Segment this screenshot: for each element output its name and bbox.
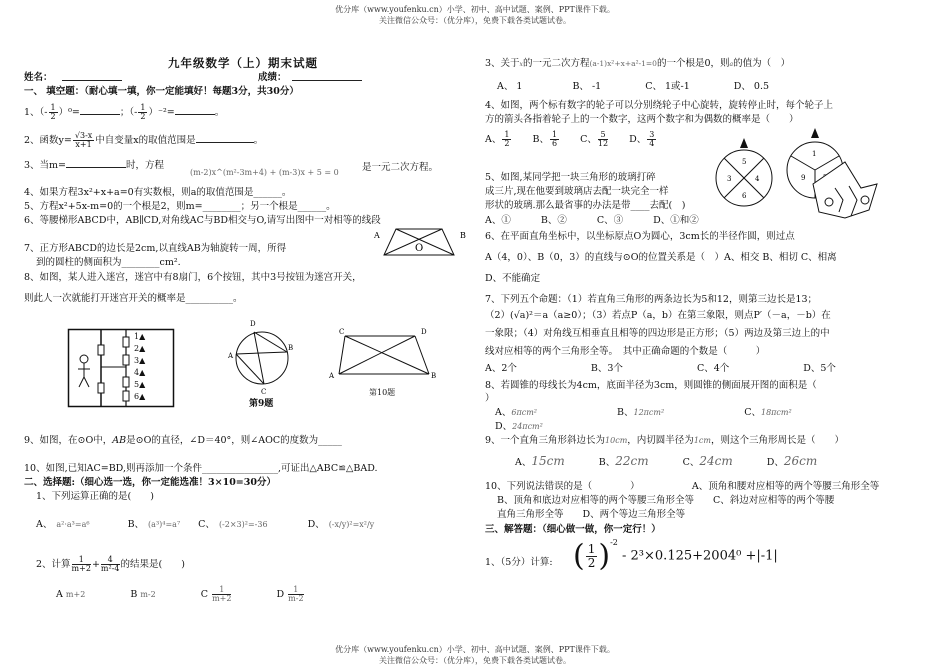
page-header	[0, 4, 950, 26]
choice-q9: 9、一个直角三角形斜边长为10cm，内切圆半径为1cm，则这个三角形周长是（ ）	[485, 435, 844, 446]
name-label: 姓名：	[24, 72, 53, 83]
page-footer	[0, 644, 950, 666]
footer-line-1: 优分库（www.youfenku.cn）小学、初中、高中试题、案例、PPT课件下载。	[335, 645, 615, 654]
svg-text:9: 9	[801, 174, 806, 182]
maze-button-3: 3▲	[134, 356, 146, 365]
fill-q1: 1、（- $\frac{1}{2}$ ）⁰= ；（- $\frac{1}{2}$ ）⁻²= 。	[24, 103, 225, 121]
fill-q3: 3、当m= 时，方程	[24, 160, 165, 171]
svg-text:D: D	[250, 320, 256, 328]
svg-text:1: 1	[812, 150, 817, 158]
choice-q5-line3: 形状的玻璃.那么最省事的办法是带____去配( )	[485, 200, 686, 211]
choice-q2-options: A m+2 B m-2 C $\frac{1}{m+2}$ D $\frac{1}{m-2}$	[56, 585, 304, 603]
choice-q4-line1: 4、如图，两个标有数字的轮子可以分别绕轮子中心旋转，旋转停止时，每个轮子上	[485, 100, 834, 111]
choice-q7-line2: （2）(√a)²＝a（a≥0）；（3）若点P（a，b）在第三象限，则点P′（－a，－b）在	[485, 310, 831, 321]
choice-q6-line3: D、不能确定	[485, 273, 541, 284]
choice-q5-line2: 成三片,现在他要到玻璃店去配一块完全一样	[485, 186, 669, 197]
maze-button-4: 4▲	[134, 368, 146, 377]
fill-q7b: 到的圆柱的侧面积为________cm².	[36, 257, 181, 268]
fill-q7a: 7、正方形ABCD的边长是2cm,以直线AB为轴旋转一周，所得	[24, 243, 287, 254]
choice-q6-line1: 6、在平面直角坐标中，以坐标原点O为圆心，3cm长的半径作圆，则过点	[485, 231, 795, 242]
svg-text:B: B	[288, 344, 294, 352]
choice-q10-line1: 10、下列说法错误的是（ ） A、顶角和腰对应相等的两个等腰三角形全等	[485, 481, 880, 492]
maze-button-1: 1▲	[134, 332, 146, 341]
header-line-1: 优分库（www.youfenku.cn）小学、初中、高中试题、案例、PPT课件下载。	[335, 5, 615, 14]
svg-text:C: C	[339, 328, 345, 336]
wheel-1	[709, 136, 779, 216]
fill-q9: 9、如图，在⊙O中，AB是⊙O的直径，∠D＝40°，则∠AOC的度数为_____	[24, 435, 342, 446]
circle-figure	[228, 318, 294, 398]
label-A: A	[374, 231, 380, 240]
calc-q1: 1、（5分）计算:	[485, 557, 553, 568]
choice-q1: 1、下列运算正确的是( )	[36, 491, 154, 502]
fill-q6: 6、等腰梯形ABCD中，AB∥CD,对角线AC与BD相交与O,请写出图中一对相等的线段	[24, 215, 381, 226]
choice-q1-options: A、 a²·a³=a⁶ B、 (a³)⁴=a⁷ C、 (-2×3)²=-36 D、 (-x/y)²=x²/y	[36, 519, 375, 530]
fill-q4: 4、如果方程3x²+x+a=0有实数根，则a的取值范围是______。	[24, 187, 292, 198]
svg-text:A: A	[329, 372, 335, 380]
choice-q8-line2: ）	[485, 393, 495, 404]
maze-button-6: 6▲	[134, 392, 146, 401]
header-line-2: 关注微信公众号：（优分库），免费下载各类试题试卷。	[379, 16, 571, 25]
choice-q7-options: A、2个 B、3个 C、4个 D、5个	[485, 363, 836, 374]
fill-q8b: 则此人一次就能打开迷宫开关的概率是__________。	[24, 293, 243, 304]
name-field[interactable]	[62, 80, 122, 81]
bowtie-figure	[329, 328, 437, 384]
fill-q5: 5、方程x²+5x-m=0的一个根是2，则m=________；另一个根是______。	[24, 201, 336, 212]
label-O: O	[415, 243, 424, 254]
choice-q7-line1: 7、下列五个命题：（1）若直角三角形的两条边长为5和12，则第三边长是13；	[485, 294, 818, 305]
fraction: $\frac{√3-x}{x+1}$	[74, 131, 93, 149]
section3-heading: 三、解答题：（细心做一做，你一定行！）	[485, 524, 661, 535]
fill-q3-tail: 是一元二次方程。	[362, 162, 439, 173]
section1-heading: 一、 填空题：（耐心填一填，你一定能填好！每题3分，共30分）	[24, 86, 299, 97]
figure-10-caption: 第10题	[369, 388, 396, 397]
calc-expression: ( $\frac{1}{2}$ )$^{-2}$ - 2³×0.125+2004⁰ +|-1|	[573, 537, 778, 574]
score-field[interactable]	[292, 80, 362, 81]
fill-q8a: 8、如图，某人进入迷宫，迷宫中有8扇门，6个按钮，其中3号按钮为迷宫开关，	[24, 272, 362, 283]
svg-text:D: D	[421, 328, 427, 336]
svg-text:A: A	[228, 352, 234, 360]
trapezoid-figure	[372, 225, 467, 261]
maze-buttons	[134, 331, 145, 403]
choice-q3: 3、关于x的一元二次方程(a-1)x²+x+a²-1=0的一个根是0，则a的值为（ ）	[485, 58, 791, 69]
footer-line-2: 关注微信公众号：（优分库），免费下载各类试题试卷。	[379, 656, 571, 665]
figure-9-caption: 第9题	[249, 399, 274, 409]
choice-q8-line1: 8、若圆锥的母线长为4cm，底面半径为3cm，则圆锥的侧面展开图的面积是（	[485, 380, 817, 391]
choice-q5-line1: 5、如图,某同学把一块三角形的玻璃打碎	[485, 172, 656, 183]
svg-text:5: 5	[742, 158, 747, 166]
choice-q7-line4: 线对应相等的两个三角形全等。 其中正确命题的个数是（ ）	[485, 346, 766, 357]
svg-text:4: 4	[755, 175, 760, 183]
maze-figure	[68, 329, 178, 407]
page-title: 九年级数学（上）期末试题	[168, 56, 318, 70]
fraction: $\frac{1}{2}$	[50, 103, 56, 121]
choice-q4-options: A、 $\frac{1}{2}$ B、 $\frac{1}{6}$ C、 $\frac{5}{12}$ D、 $\frac{3}{4}$	[485, 130, 655, 148]
choice-q10-line2: B、顶角和底边对应相等的两个等腰三角形全等 C、斜边对应相等的两个等腰	[497, 495, 835, 506]
svg-text:6: 6	[742, 192, 747, 200]
choice-q6-line2: A（4，0）、B（0，3）的直线与⊙O的位置关系是（ ）A、相交 B、相切 C、相离	[485, 252, 837, 263]
maze-button-5: 5▲	[134, 380, 146, 389]
choice-q7-line3: 一象限；（4）对角线互相垂直且相等的四边形是正方形；（5）两边及第三边上的中	[485, 328, 830, 339]
choice-q8-options: A、6πcm² B、12πcm² C、18πcm²	[495, 407, 792, 418]
choice-q2: 2、计算 $\frac{1}{m+2}$ + $\frac{4}{\text{m²-4}}$ 的结果是( )	[36, 555, 185, 573]
svg-text:C: C	[261, 388, 267, 396]
choice-q4-line2: 方的箭头各指着轮子上的一个数字，这两个数字和为偶数的概率是（ ）	[485, 114, 799, 125]
choice-q3-options: A、 1 B、 -1 C、 1或-1 D、 0.5	[497, 81, 770, 92]
svg-text:B: B	[431, 372, 437, 380]
choice-q9-options: A、15cm B、22cm C、24cm D、26cm	[515, 454, 818, 468]
wheel-2-and-glass	[785, 126, 905, 226]
section2-heading: 二、选择题:（细心选一选，你一定能选准！3×10=30分）	[24, 477, 276, 488]
fill-q10: 10、如图,已知AC=BD,则再添加一个条件________________,可证出△ABC≌△BAD.	[24, 463, 378, 474]
label-B: B	[460, 231, 466, 240]
svg-text:3: 3	[727, 175, 732, 183]
choice-q10-line3: 直角三角形全等 D、两个等边三角形全等	[497, 509, 686, 520]
score-label: 成绩：	[258, 72, 287, 83]
choice-q5-options: A、① B、② C、③ D、①和②	[485, 215, 699, 226]
maze-button-2: 2▲	[134, 344, 146, 353]
fill-q3-equation: (m-2)x^(m²-3m+4) + (m-3)x + 5 = 0	[190, 168, 339, 177]
choice-q8-option-d: D、24πcm²	[495, 421, 543, 432]
fill-q2: 2、函数y= $\frac{√3-x}{x+1}$ 中自变量x的取值范围是 。	[24, 131, 264, 149]
